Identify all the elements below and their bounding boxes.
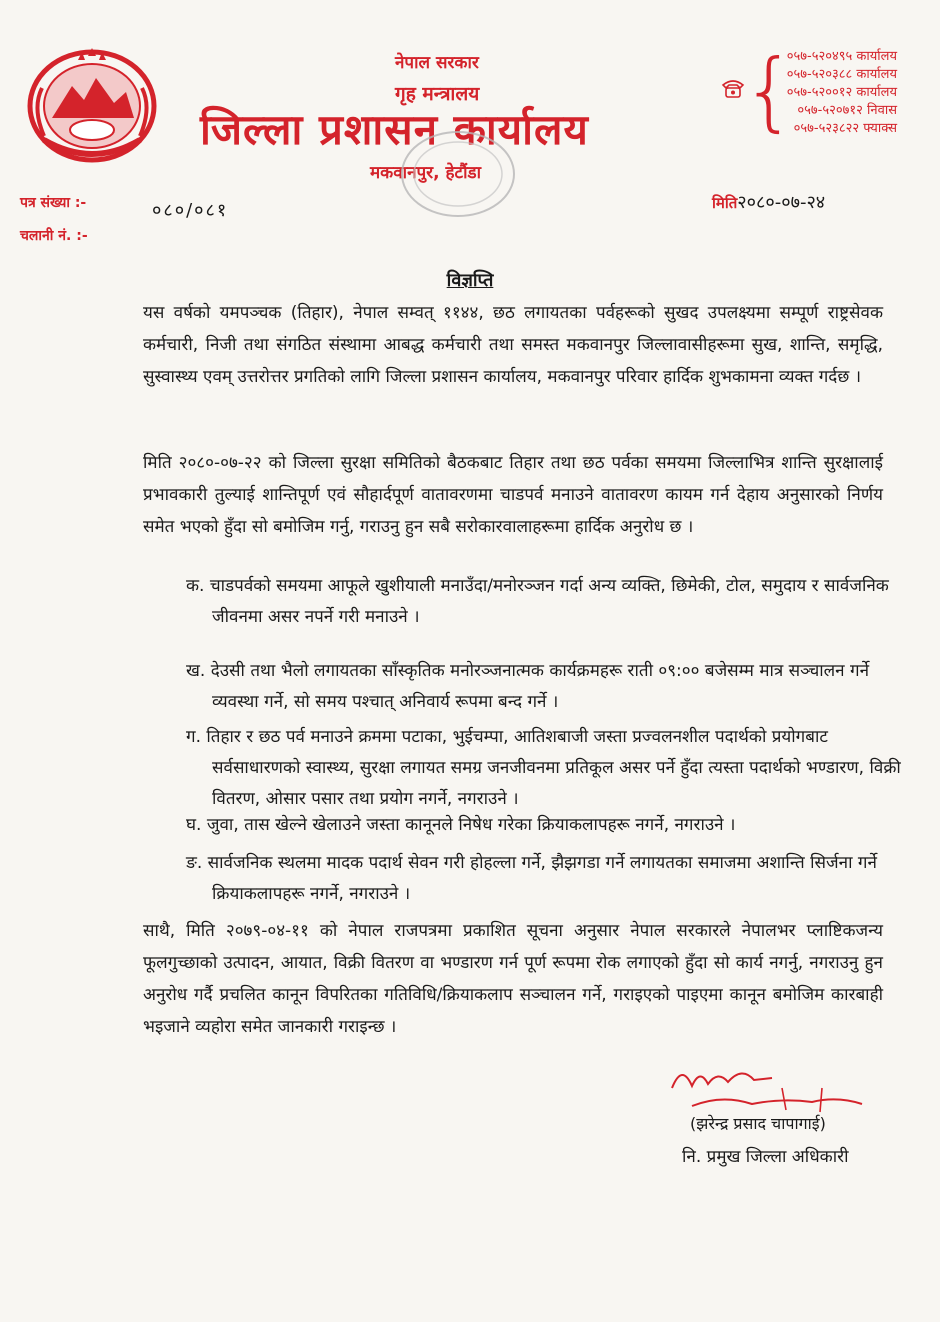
paragraph-greeting: यस वर्षको यमपञ्चक (तिहार), नेपाल सम्वत् ११४४, छठ लगायतका पर्वहरूको सुखद उपलक्ष्यमा सम्पूर्ण राष्ट्रसेवक कर्मचारी, निजी तथा संगठित संस्थामा आबद्ध कर्मचारी तथा समस्त मकवानपुर जिल्लावासीहरूमा सुख, शान्ति, समृद्धि, सुस्वास्थ्य एवम् उत्तरोत्तर प्रगतिको लागि जिल्ला प्रशासन कार्यालय, मकवानपुर परिवार हार्दिक शुभकामना व्यक्त गर्दछ । bbox=[143, 303, 883, 387]
phone-list bbox=[762, 48, 897, 138]
letter-number-label: पत्र संख्या :- bbox=[20, 195, 87, 211]
office-stamp bbox=[398, 128, 518, 220]
paragraph-plastic-ban: साथै, मिति २०७९-०४-११ को नेपाल राजपत्रमा प्रकाशित सूचना अनुसार नेपाल सरकारले नेपालभर प्लाष्टिकजन्य फूलगुच्छाको उत्पादन, आयात, विक्री वितरण वा भण्डारण गर्न पूर्ण रूपमा रोक लगाएको हुँदा सो कार्य नगर्नु, नगराउनु हुन अनुरोध गर्दै प्रचलित कानून विपरितका गतिविधि/क्रियाकलाप सञ्चालन गर्ने, गराइएको पाइएमा कानून बमोजिम कारबाही भइजाने व्यहोरा समेत जानकारी गराइन्छ । bbox=[143, 921, 883, 1037]
phone-office-2: ०५७-५२०३८८ कार्यालय bbox=[786, 67, 897, 82]
date-field bbox=[712, 190, 825, 214]
notice-title: विज्ञप्ति bbox=[446, 270, 494, 291]
list-item: ख. देउसी तथा भैलो लगायतका साँस्कृतिक मनोरञ्जनात्मक कार्यक्रमहरू राती ०९:०० बजेसम्म मात्र सञ्चालन गर्ने व्यवस्था गर्ने, सो समय पश्चात् अनिवार्य रूपमा बन्द गर्ने । bbox=[186, 661, 870, 712]
phone-office-3: ०५७-५२००१२ कार्यालय bbox=[786, 85, 897, 100]
list-item: क. चाडपर्वको समयमा आफूले खुशीयाली मनाउँदा/मनोरञ्जन गर्दा अन्य व्यक्ति, छिमेकी, टोल, समुदाय र सार्वजनिक जीवनमा असर नपर्ने गरी मनाउने । bbox=[186, 576, 889, 627]
signatory-name: (झरेन्द्र प्रसाद चापागाई) bbox=[690, 1114, 826, 1133]
office-name: जिल्ला प्रशासन कार्यालय bbox=[200, 105, 589, 154]
phone-fax: ०५७-५२३८२२ फ्याक्स bbox=[793, 121, 897, 136]
nepal-emblem-logo bbox=[22, 48, 162, 166]
government-name: नेपाल सरकार bbox=[395, 53, 479, 73]
list-item: ङ. सार्वजनिक स्थलमा मादक पदार्थ सेवन गरी होहल्ला गर्ने, झैझगडा गर्ने लगायतका समाजमा अशान्ति सिर्जना गर्ने क्रियाकलापहरू नगर्ने, नगराउने । bbox=[186, 853, 877, 904]
date-value: २०८०-०७-२४ bbox=[737, 192, 826, 213]
paragraph-decision: मिति २०८०-०७-२२ को जिल्ला सुरक्षा समितिको बैठकबाट तिहार तथा छठ पर्वका समयमा जिल्लाभित्र शान्ति सुरक्षालाई प्रभावकारी तुल्याई शान्तिपूर्ण एवं सौहार्दपूर्ण वातावरणमा चाडपर्व मनाउने वातावरण कायम गर्न देहाय अनुसारको निर्णय समेत भएको हुँदा सो बमोजिम गर्नु, गराउनु हुन सबै सरोकारवालाहरूमा हार्दिक अनुरोध छ । bbox=[143, 453, 883, 537]
phone-office-1: ०५७-५२०४९५ कार्यालय bbox=[786, 49, 897, 64]
ministry-name: गृह मन्त्रालय bbox=[395, 83, 480, 105]
letter-number: ०८०/०८१ bbox=[152, 200, 229, 221]
dispatch-number-label: चलानी नं. :- bbox=[20, 228, 88, 244]
phone-residence: ०५७-५२०७१२ निवास bbox=[797, 103, 897, 118]
list-item: घ. जुवा, तास खेल्ने खेलाउने जस्ता कानूनले निषेध गरेका क्रियाकलापहरू नगर्ने, नगराउने । bbox=[186, 815, 736, 835]
date-label: मिति bbox=[712, 194, 738, 212]
list-item: ग. तिहार र छठ पर्व मनाउने क्रममा पटाका, भुईचम्पा, आतिशबाजी जस्ता प्रज्वलनशील पदार्थको प्रयोगबाट सर्वसाधारणको स्वास्थ्य, सुरक्षा लगायत समग्र जनजीवनमा प्रतिकूल असर पर्ने हुँदा त्यस्ता पदार्थको भण्डारण, विक्री वितरण, ओसार पसार तथा प्रयोग नगर्ने, नगराउने । bbox=[186, 727, 901, 809]
district-name: मकवानपुर, हेटौंडा bbox=[370, 163, 481, 183]
phone-brace: { bbox=[742, 41, 797, 141]
signatory-title: नि. प्रमुख जिल्ला अधिकारी bbox=[682, 1147, 849, 1167]
